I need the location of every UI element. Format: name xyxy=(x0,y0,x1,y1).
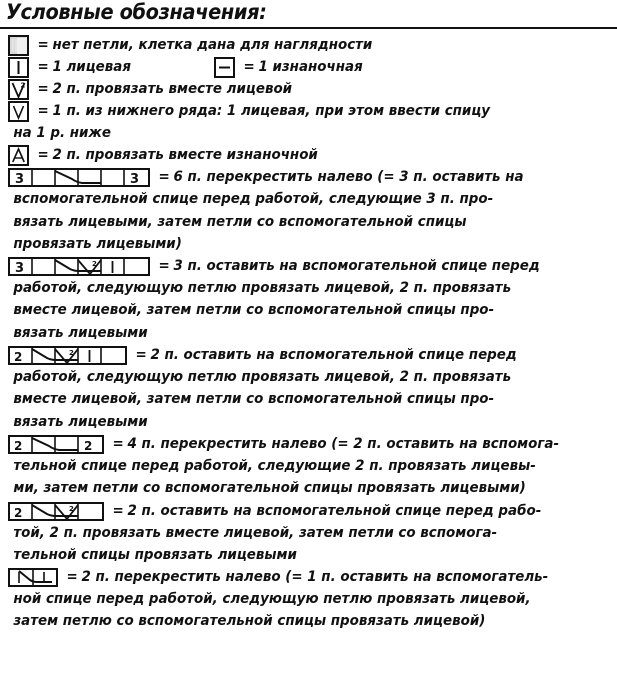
entry-text: = 2 п. оставить на вспомогательной спице перед рабо- xyxy=(107,500,541,522)
svg-text:2: 2 xyxy=(20,81,26,90)
entry-text-line-2: ной спице перед работой, следующую петлю провязать лицевой, xyxy=(13,590,531,608)
legend-entry-cable-6-left xyxy=(6,166,617,255)
legend-entry-knit-purl xyxy=(6,56,617,78)
entry-text-line-4: провязать лицевыми) xyxy=(13,234,182,252)
entry-text-line-4: вязать лицевыми xyxy=(13,323,148,341)
entry-text: = 2 п. оставить на вспомогательной спице перед xyxy=(130,344,517,366)
equals-sign: = xyxy=(66,568,78,586)
legend-entry-cable-3-left-decrease xyxy=(6,255,617,344)
legend-entry-knit-one-below xyxy=(6,100,617,144)
legend-entry-cable-4-left xyxy=(6,433,617,500)
entry-text-secondary: = 1 изнаночная xyxy=(238,56,363,78)
equals-sign: = xyxy=(112,434,124,452)
legend-entry-cable-2-left-decrease xyxy=(6,344,617,433)
entry-text: = 4 п. перекрестить налево (= 2 п. оставить на вспомога- xyxy=(107,433,559,455)
cable-count-left: 2 xyxy=(14,505,23,520)
equals-sign: = xyxy=(112,501,124,519)
entry-text-line-2: вспомогательной спице перед работой, следующие 3 п. про- xyxy=(13,190,494,208)
legend-list xyxy=(0,29,617,633)
entry-text-line-3: вязать лицевыми, затем петли со вспомогательной спицы xyxy=(13,212,467,230)
cable-3-left-with-decrease-symbol xyxy=(6,255,153,277)
entry-text-line-3: затем петлю со вспомогательной спицы провязать лицевой) xyxy=(13,612,486,630)
equals-sign: = xyxy=(158,257,170,275)
cable-count-left: 3 xyxy=(15,172,25,188)
entry-text-line-3: вместе лицевой, затем петли со вспомогательной спицы про- xyxy=(13,390,495,408)
equals-sign: = xyxy=(37,58,49,75)
equals-sign: = xyxy=(135,346,147,364)
cable-4-left-symbol xyxy=(6,433,107,455)
page-title: Условные обозначения: xyxy=(6,0,267,25)
entry-text: = 3 п. оставить на вспомогательной спице перед xyxy=(153,255,540,277)
cable-count-left: 2 xyxy=(14,438,23,453)
entry-text-line-2: тельной спице перед работой, следующие 2 п. провязать лицевы- xyxy=(13,456,536,474)
cable-2-left-decrease-symbol xyxy=(6,500,107,522)
equals-sign: = xyxy=(37,80,49,97)
entry-text-line-2: той, 2 п. провязать вместе лицевой, затем петли со вспомога- xyxy=(13,523,498,541)
equals-sign: = xyxy=(37,36,49,53)
legend-entry-k2tog xyxy=(6,78,617,100)
entry-text: = 2 п. провязать вместе лицевой xyxy=(32,78,292,100)
svg-text:2: 2 xyxy=(92,260,97,269)
purl-stitch-symbol xyxy=(212,56,238,78)
entry-text-line-2: работой, следующую петлю провязать лицевой, 2 п. провязать xyxy=(13,279,512,297)
entry-text: = 1 п. из нижнего ряда: 1 лицевая, при этом ввести спицу xyxy=(32,100,490,122)
entry-text: = 1 лицевая xyxy=(32,56,131,78)
legend-header xyxy=(0,0,617,25)
equals-sign: = xyxy=(243,58,255,75)
legend-entry-no-stitch xyxy=(6,34,617,56)
entry-text-line-4: вязать лицевыми xyxy=(13,412,148,430)
entry-text: = 2 п. перекрестить налево (= 1 п. оставить на вспомогатель- xyxy=(61,566,548,588)
knit-one-below-symbol xyxy=(6,100,32,122)
entry-text-line-2: работой, следующую петлю провязать лицевой, 2 п. провязать xyxy=(13,368,512,386)
entry-text-line-3: тельной спицы провязать лицевыми xyxy=(13,545,297,563)
entry-text-line-3: ми, затем петли со вспомогательной спицы провязать лицевыми) xyxy=(13,479,526,497)
entry-text-line-2: на 1 р. ниже xyxy=(13,124,111,141)
cable-2-left-with-decrease-symbol xyxy=(6,344,130,366)
cable-6-left-symbol xyxy=(6,166,153,188)
cable-count-right: 2 xyxy=(84,438,93,453)
knit-stitch-symbol xyxy=(6,56,32,78)
svg-text:2: 2 xyxy=(69,504,74,513)
cable-2-left-one-over-one-symbol xyxy=(6,566,61,588)
entry-text: = нет петли, клетка дана для наглядности xyxy=(32,34,372,56)
svg-text:2: 2 xyxy=(69,349,74,358)
purl-two-together-symbol xyxy=(6,144,32,166)
cable-count-right: 3 xyxy=(130,172,140,188)
empty-shaded-cell-symbol xyxy=(6,34,32,56)
knit-two-together-symbol xyxy=(6,78,32,100)
entry-text: = 6 п. перекрестить налево (= 3 п. оставить на xyxy=(153,166,524,188)
legend-entry-cable-2-left-1x1 xyxy=(6,566,617,633)
entry-text: = 2 п. провязать вместе изнаночной xyxy=(32,144,318,166)
cable-count-left: 2 xyxy=(14,350,23,365)
cable-count-left: 3 xyxy=(15,261,25,277)
equals-sign: = xyxy=(37,146,49,164)
entry-text-line-3: вместе лицевой, затем петли со вспомогательной спицы про- xyxy=(13,301,495,319)
legend-entry-p2tog xyxy=(6,144,617,166)
equals-sign: = xyxy=(37,102,49,119)
equals-sign: = xyxy=(158,168,170,186)
legend-entry-cable-2-left-dec xyxy=(6,500,617,567)
